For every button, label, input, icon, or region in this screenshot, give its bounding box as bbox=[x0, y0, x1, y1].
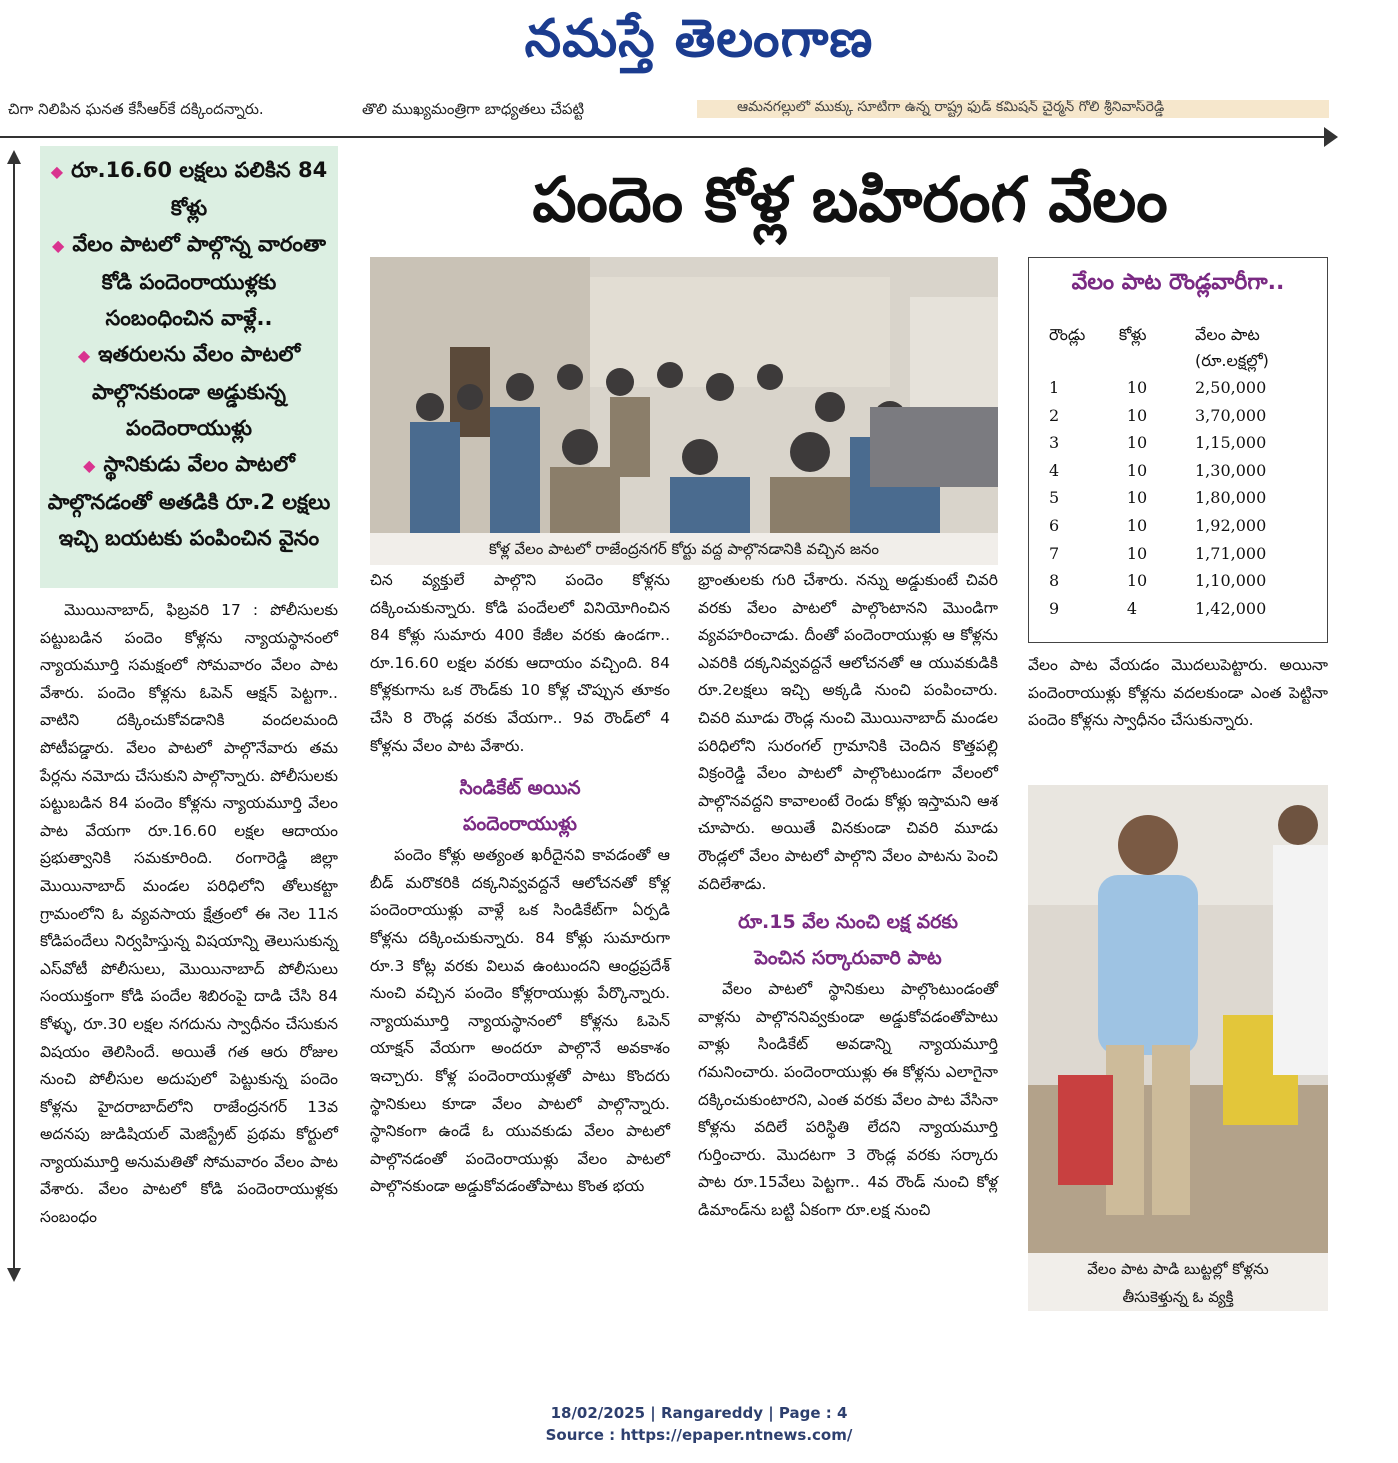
diamond-bullet-icon: ◆ bbox=[77, 346, 91, 365]
table-cell: 6 bbox=[1049, 515, 1060, 535]
table-title: వేలం పాట రౌండ్లవారీగా.. bbox=[1071, 270, 1285, 295]
article-column-1 bbox=[40, 597, 338, 1232]
table-cell: 3 bbox=[1049, 433, 1060, 453]
table-cell: 8 bbox=[1049, 571, 1060, 591]
rule-arrow bbox=[1324, 127, 1338, 147]
table-cell: 10 bbox=[1126, 488, 1148, 508]
table-cell: 5 bbox=[1049, 488, 1060, 508]
table-cell: 10 bbox=[1126, 378, 1148, 397]
table-row bbox=[1047, 512, 1317, 540]
paragraph: వేలం పాటలో స్థానికులు పాల్గొంటుండంతో వాళ్లను పాల్గొననివ్వకుండా అడ్డుకోవడంతోపాటు వాళ్లు సిండికేట్ అవడాన్ని న్యాయమూర్తి గమనించారు. పందెంరాయుళ్లు ఈ కోళ్లను ఎలాగైనా దక్కించుకుంటారని, ఎంత వరకు వేలం పాట వేసినా కోళ్లను వదిలే పరిస్థితి లేదని న్యాయమూర్తి గుర్తించారు. మొదటగా 3 రౌండ్ల వరకు సర్కారు పాట రూ.15వేలు పెట్టగా.. 4వ రౌండ్ నుంచి కోళ్ల డిమాండ్‌ను బట్టి ఏకంగా రూ.లక్ష నుంచి bbox=[698, 980, 998, 1219]
table-cell: 1,30,000 bbox=[1195, 460, 1267, 480]
subheading: సిండికేట్ అయిన bbox=[459, 777, 581, 800]
article-column-2 bbox=[370, 567, 670, 1201]
highlight-item: ◆ వేలం పాటలో పాల్గొన్న వారంతా కోడి పందెంరాయుళ్లకు సంబంధించిన వాళ్లే.. bbox=[52, 232, 326, 330]
table-row bbox=[1047, 429, 1317, 457]
table-row bbox=[1047, 567, 1317, 595]
table-cell: 2 bbox=[1049, 405, 1060, 425]
table-cell: 4 bbox=[1126, 598, 1138, 618]
subheading: పెంచిన సర్కారువారి పాట bbox=[754, 947, 942, 970]
table-cell: 3,70,000 bbox=[1195, 405, 1267, 425]
side-rule bbox=[13, 160, 15, 1270]
highlight-item: ◆ స్థానికుడు వేలం పాటలో పాల్గొనడంతో అతడికి రూ.2 లక్షలు ఇచ్చి బయటకు పంపించిన వైనం bbox=[47, 452, 331, 550]
table-row bbox=[1047, 457, 1317, 485]
masthead-logo: నమస్తే తెలంగాణ bbox=[524, 8, 874, 69]
paragraph: వేలం పాట వేయడం మొదలుపెట్టారు. అయినా పందెంరాయుళ్లు కోళ్లను వదలకుండా ఎంత పెట్టినా పందెం కోళ్లను స్వాధీనం చేసుకున్నారు. bbox=[1028, 656, 1328, 730]
man-photo-illustration bbox=[1028, 785, 1328, 1253]
diamond-bullet-icon: ◆ bbox=[83, 456, 96, 475]
table-cell: 1 bbox=[1049, 378, 1060, 397]
article-column-4 bbox=[1028, 652, 1328, 735]
diamond-bullet-icon: ◆ bbox=[50, 162, 64, 181]
table-cell: 10 bbox=[1126, 405, 1148, 425]
highlights-box bbox=[40, 146, 338, 588]
photo2-caption bbox=[1028, 1253, 1328, 1311]
paragraph: పందెం కోళ్లు అత్యంత ఖరీదైనవి కావడంతో ఆ బీడ్ మరొకరికి దక్కనివ్వవద్దనే ఆలోచనతో కోళ్ల పందెంరాయుళ్లు వాళ్లే ఒక సిండికేట్‌గా ఏర్పడి కోళ్లను దక్కించుకున్నారు. 84 కోళ్లు సుమారుగా రూ.3 కోట్ల వరకు విలువ ఉంటుందని ఆంధ్రప్రదేశ్ నుంచి వచ్చిన పందెం కోళ్లరాయుళ్లు పేర్కొన్నారు. న్యాయమూర్తి న్యాయస్థానంలో కోళ్లను ఓపెన్ యాక్షన్ వేయగా అందరూ పాల్గొనే అవకాశం ఇచ్చారు. కోళ్ల పందెంరాయుళ్లతో పాటు కొందరు స్థానికులు కూడా వేలం పాటలో పాల్గొన్నారు. స్థానికంగా ఉండే ఓ యువకుడు వేలం పాటలో పాల్గొనడంతో పందెంరాయుళ్లు వేలం పాటలో పాల్గొనకుండా అడ్డుకోవడంతోపాటు కొంత భయ bbox=[370, 846, 670, 1196]
table-row bbox=[1047, 484, 1317, 512]
table-header-row bbox=[1047, 322, 1317, 374]
table-cell: 10 bbox=[1126, 571, 1148, 591]
rounds-table-box bbox=[1028, 257, 1328, 643]
diamond-bullet-icon: ◆ bbox=[52, 236, 65, 255]
ticker-mid: తొలి ముఖ్యమంత్రిగా బాధ్యతలు చేపట్టి bbox=[362, 100, 585, 118]
footer-date-line: 18/02/2025 | Rangareddy | Page : 4 bbox=[550, 1404, 848, 1422]
table-cell: 10 bbox=[1126, 515, 1148, 535]
table-cell: 1,71,000 bbox=[1195, 543, 1267, 563]
table-cell: 10 bbox=[1126, 433, 1148, 453]
table-row bbox=[1047, 402, 1317, 430]
side-arrow-up bbox=[7, 150, 21, 164]
ticker-right: ఆమనగల్లులో ముక్కు సూటిగా ఉన్న రాష్ట్ర ఫుడ్ కమిషన్ చైర్మన్ గోలి శ్రీనివాస్‌రెడ్డి bbox=[697, 100, 1329, 118]
table-cell: 7 bbox=[1049, 543, 1060, 563]
table-row bbox=[1047, 374, 1317, 402]
table-header: కోళ్లు bbox=[1118, 325, 1147, 344]
paragraph: భ్రాంతులకు గురి చేశారు. నన్ను అడ్డుకుంటే చివరి వరకు వేలం పాటలో పాల్గొంటానని మొండిగా వ్యవహరించాడు. దీంతో పందెంరాయుళ్లు ఆ కోళ్లను ఎవరికి దక్కనివ్వవద్దనే ఆలోచనతో ఆ యువకుడికి రూ.2లక్షలు ఇచ్చి అక్కడి నుంచి పంపించారు. చివరి మూడు రౌండ్ల నుంచి మొయినాబాద్ మండల పరిధిలోని సురంగల్ గ్రామానికి చెందిన కొత్తపల్లి విక్రంరెడ్డి వేలం పాటలో పాల్గొంటుండగా వేలంలో పాల్గొనవద్దని కావాలంటే రెండు కోళ్లు ఇస్తామని ఆశ చూపారు. అయితే వినకుండా చివరి మూడు రౌండ్లలో వేలం పాటలో పాల్గొని వేలం పాటను పెంచి వదిలేశాడు. bbox=[698, 571, 998, 893]
table-cell: 10 bbox=[1126, 543, 1148, 563]
paragraph: చిన వ్యక్తులే పాల్గొని పందెం కోళ్లను దక్కించుకున్నారు. కోడి పందేలలో వినియోగించిన 84 కోళ్లు సుమారు 400 కేజీల వరకు ఉండగా.. రూ.16.60 లక్షల వరకు ఆదాయం వచ్చింది. 84 కోళ్లకుగాను ఒక రౌండ్‌కు 10 కోళ్ల చొప్పున తూకం చేసి 8 రౌండ్ల వరకు వేయగా.. 9వ రౌండ్‌లో 4 కోళ్లను వేలం పాట వేశారు. bbox=[370, 571, 670, 755]
table-row bbox=[1047, 595, 1317, 623]
ticker-left: చిగా నిలిపిన ఘనత కేసీఆర్‌కే దక్కిందన్నారు. bbox=[8, 100, 264, 118]
table-cell: 9 bbox=[1049, 598, 1060, 618]
side-arrow-down bbox=[7, 1268, 21, 1282]
top-rule bbox=[0, 136, 1330, 138]
crowd-photo bbox=[370, 257, 998, 533]
highlight-item: ◆ ఇతరులను వేలం పాటలో పాల్గొనకుండా అడ్డుకున్న పందెంరాయుళ్లు bbox=[77, 342, 301, 440]
footer-source-line: Source : https://epaper.ntnews.com/ bbox=[545, 1426, 853, 1444]
table-cell: 1,92,000 bbox=[1195, 515, 1267, 535]
table-cell: 1,10,000 bbox=[1195, 571, 1267, 591]
table-cell: 1,42,000 bbox=[1195, 598, 1267, 618]
article-column-3 bbox=[698, 567, 998, 1224]
photo-caption: కోళ్ల వేలం పాటలో రాజేంద్రనగర్ కోర్టు వద్ద పాల్గొనడానికి వచ్చిన జనం bbox=[370, 533, 998, 565]
table-cell: 4 bbox=[1049, 460, 1060, 480]
footer bbox=[0, 1402, 1398, 1446]
table-row bbox=[1047, 540, 1317, 568]
table-cell: 1,15,000 bbox=[1195, 433, 1267, 453]
subheading: రూ.15 వేల నుంచి లక్ష వరకు bbox=[738, 911, 958, 934]
crowd-photo-illustration bbox=[370, 257, 998, 533]
table-cell: 1,80,000 bbox=[1195, 488, 1267, 508]
subheading: పందెంరాయుళ్లు bbox=[463, 813, 577, 836]
highlight-item: ◆ రూ.16.60 లక్షలు పలికిన 84 కోళ్లు bbox=[50, 158, 328, 220]
headline: పందెం కోళ్ల బహిరంగ వేలం bbox=[532, 163, 1168, 236]
table-header: వేలం పాట (రూ.లక్షల్లో) bbox=[1195, 325, 1269, 370]
caption-line: తీసుకెళ్తున్న ఓ వ్యక్తి bbox=[1122, 1288, 1234, 1306]
man-with-bags-photo bbox=[1028, 785, 1328, 1253]
table-cell: 2,50,000 bbox=[1195, 378, 1267, 397]
caption-line: వేలం పాట పాడి బుట్టల్లో కోళ్లను bbox=[1087, 1260, 1269, 1278]
table-cell: 10 bbox=[1126, 460, 1148, 480]
paragraph: మొయినాబాద్, ఫిబ్రవరి 17 : పోలీసులకు పట్టుబడిన పందెం కోళ్లను న్యాయస్థానంలో న్యాయమూర్తి సమక్షంలో సోమవారం వేలం పాట వేశారు. పందెం కోళ్లను ఓపెన్ ఆక్షన్ పెట్టగా.. వాటిని దక్కించుకోవడానికి వందలమంది పోటీపడ్డారు. వేలం పాటలో పాల్గొనేవారు తమ పేర్లను నమోదు చేసుకుని పాల్గొన్నారు. పోలీసులకు పట్టుబడిన 84 పందెం కోళ్లను న్యాయమూర్తి వేలం పాట వేయగా రూ.16.60 లక్షల ఆదాయం ప్రభుత్వానికి సమకూరింది. రంగారెడ్డి జిల్లా మొయినాబాద్ మండల పరిధిలోని తోలుకట్టా గ్రామంలోని ఓ వ్యవసాయ క్షేత్రంలో ఈ నెల 11న కోడిపందేలు నిర్వహిస్తున్న విషయాన్ని తెలుసుకున్న ఎస్‌వోటీ పోలీసులు, మొయినాబాద్ పోలీసులు సంయుక్తంగా కోడి పందేల శిబిరంపై దాడి చేసి 84 కోళ్ళు, రూ.30 లక్షల నగదును స్వాధీనం చేసుకున విషయం తెలిసిందే. అయితే గత ఆరు రోజుల నుంచి పోలీసుల అదుపులో పెట్టుకున్న పందెం కోళ్లను హైదరాబాద్‌లోని రాజేంద్రనగర్ 13వ అదనపు జుడిషియల్ మెజిస్ట్రేట్ ప్రథమ కోర్టులో న్యాయమూర్తి అనుమతితో సోమవారం వేలం పాట వేశారు. వేలం పాటలో కోడి పందెంరాయుళ్లకు సంబంధం bbox=[40, 601, 338, 1227]
table-header: రౌండ్లు bbox=[1049, 325, 1086, 344]
rounds-table bbox=[1047, 322, 1317, 622]
